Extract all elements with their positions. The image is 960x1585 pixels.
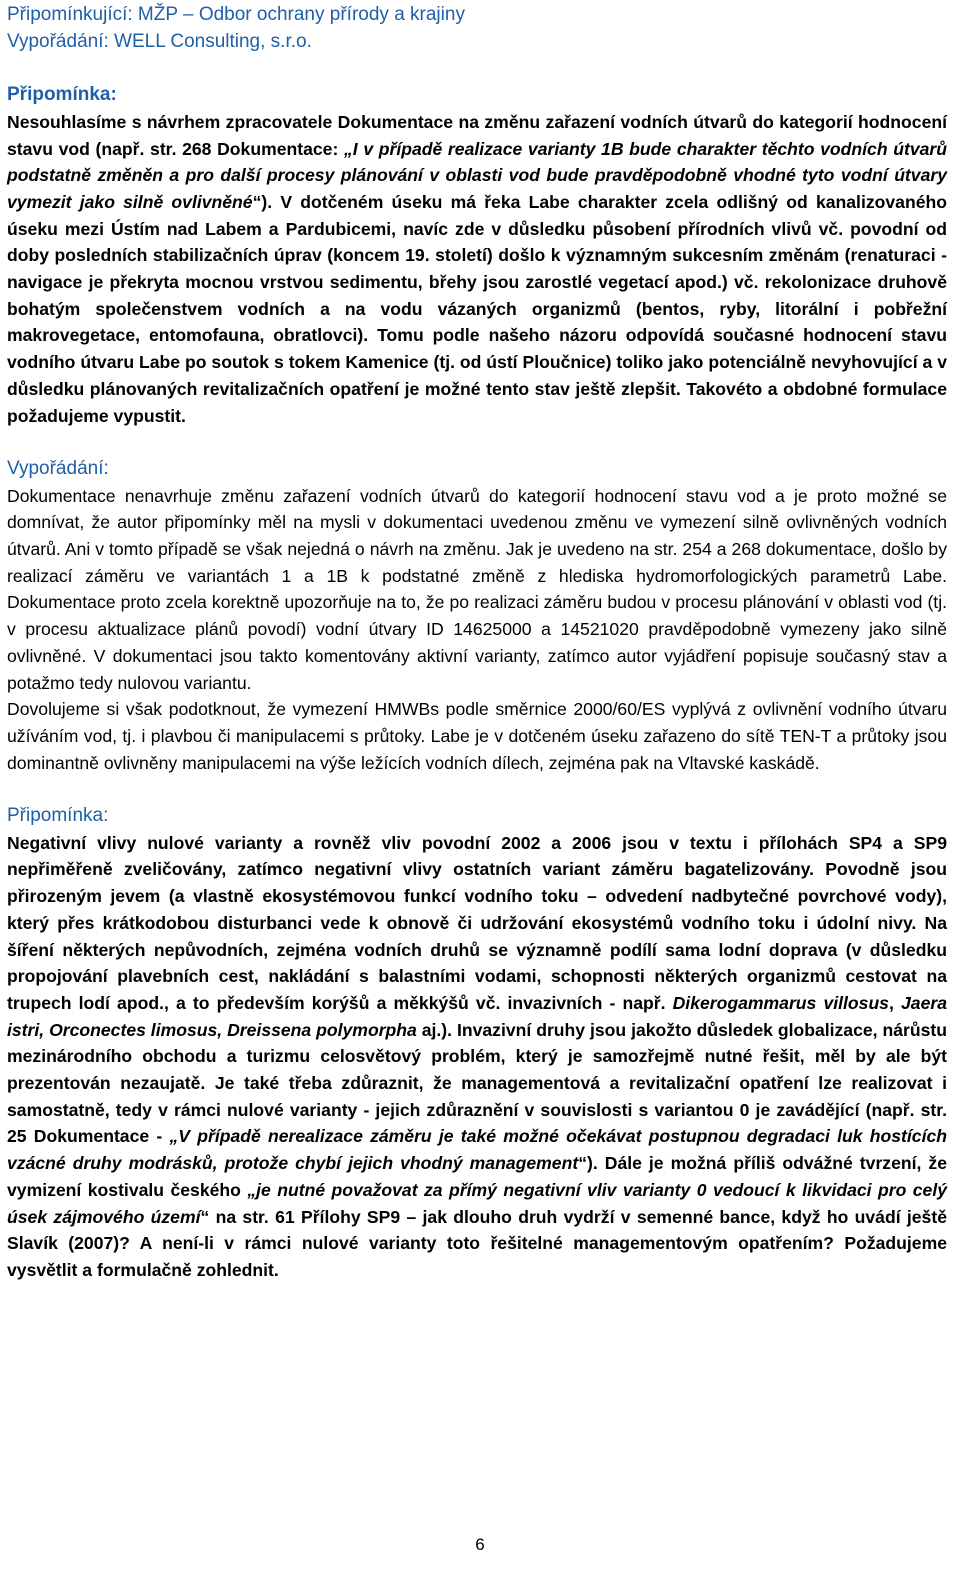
species-name: Dikerogammarus villosus: [672, 992, 889, 1013]
comment-text: Negativní vlivy nulové varianty a rovněž vliv povodní 2002 a 2006 jsou v textu i přílohách SP4 a SP9 nepřiměřeně zveličovány, zatímco negativní vlivy ostatních variant záměru bagatelizovány. Povodně jsou přirozeným jevem (a vlastně ekosystémovou funkcí vodního toku – odvedení nadbytečné povrchové vody), který přes krátkodobou disturbanci vede k obnově či udržování ekosystémů vodního toku i údolní nivy. Na šíření některých nepůvodních, zejména vodních druhů se významně podílí sama lodní doprava (v důsledku propojování plavebních cest, nakládání s balastními vodami, schopnosti některých organizmů cestovat na trupech lodí apod., a to především korýšů a měkkýšů vč. invazivních - např.: [7, 832, 947, 1013]
comment-quote: „V případě nerealizace záměru je také možné očekávat postupnou degradaci luk hostících vzácné druhy modrásků, protože chybí jejich vhodný management: [7, 1126, 947, 1174]
comment-text: Nesouhlasíme s návrhem zpracovatele Dokumentace na změnu zařazení vodních útvarů do kategorií hodnocení stavu vod (např. str. 268 Dokumentace:: [7, 111, 947, 159]
comment-text: “). V dotčeném úseku má řeka Labe charakter zcela odlišný od kanalizovaného úseku mezi Ústím nad Labem a Pardubicemi, navíc zde v důsledku působení přírodních vlivů vč. povodní od doby posledních stabilizačních úprav (koncem 19. století) došlo k významným sukcesním změnám (renaturaci - navigace je překryta mocnou vrstvou sedimentu, břehy jsou zarostlé vegetací apod.) vč. rekolonizace druhově bohatým společenstvem vodních a na vodu vázaných organizmů (bentos, ryby, litorální i pobřežní makrovegetace, entomofauna, obratlovci). Tomu podle našeho názoru odpovídá současné hodnocení stavu vodního útvaru Labe po soutok s tokem Kamenice (tj. od ústí Ploučnice) toliko jako potenciálně nevyhovující a v důsledku plánovaných revitalizačních opatření je možné tento stav ještě zlepšit. Takovéto a obdobné formulace požadujeme vypustit.: [7, 191, 947, 426]
comment-paragraph: [7, 830, 947, 1284]
response-paragraph: Dokumentace nenavrhuje změnu zařazení vodních útvarů do kategorií hodnocení stavu vod a je proto možné se domnívat, že autor připomínky měl na mysli v dokumentaci uvedenou změnu ve vymezení silně ovlivněných vodních útvarů. Ani v tomto případě se však nejedná o návrh na změnu. Jak je uvedeno na str. 254 a 268 dokumentace, došlo by realizací záměru ve variantách 1 a 1B k podstatné změně z hlediska hydromorfologických parametrů Labe. Dokumentace proto zcela korektně upozorňuje na to, že po realizaci záměru budou v procesu plánování v oblasti vod (tj. v procesu aktualizace plánů povodí) vodní útvary ID 14625000 a 14521020 pravděpodobně vymezeny jako silně ovlivněné. V dokumentaci jsou takto komentovány aktivní varianty, zatímco autor vyjádření popisuje současný stav a potažmo tedy nulovou variantu.: [7, 485, 947, 693]
page-number: 6: [475, 1535, 485, 1554]
comment-text: “ na str. 61 Přílohy SP9 – jak dlouho druh vydrží v semenné bance, když ho uvádí ještě Slavík (2007)? A není-li v rámci nulové varianty toto řešitelné managementovým opatřením? Požadujeme vysvětlit a formulačně zohlednit.: [7, 1206, 947, 1280]
resolver-line: Vypořádání: WELL Consulting, s.r.o.: [7, 30, 312, 52]
response-paragraph: Dovolujeme si však podotknout, že vymezení HMWBs podle směrnice 2000/60/ES vyplývá z ovlivnění vodního útvaru užíváním vod, tj. i plavbou či manipulacemi s průtoky. Labe je v dotčeném úseku zařazeno do sítě TEN-T a průtoky jsou dominantně ovlivněny manipulacemi na výše ležících vodních dílech, zejména pak na Vltavské kaskádě.: [7, 699, 947, 773]
comment-label: Připomínka:: [7, 805, 109, 827]
spacer: [7, 776, 947, 803]
comment-label: Připomínka:: [7, 84, 117, 106]
response-label: Vypořádání:: [7, 457, 109, 479]
comment-paragraph: [7, 109, 947, 429]
comment-text: ,: [888, 992, 901, 1013]
document-content: [7, 2, 947, 1284]
comment-quote: „I v případě realizace varianty 1B bude charakter těchto vodních útvarů podstatně změněn a pro další procesy plánování v oblasti vod bude pravděpodobně vhodné tyto vodní útvary vymezit jako silně ovlivněné: [7, 138, 947, 212]
spacer: [7, 55, 947, 82]
comment-text: aj.). Invazivní druhy jsou jakožto důsledek globalizace, nárůstu mezinárodního obchodu a turizmu celosvětový problém, který je samozřejmě nutné řešit, měl by ale být prezentován nezaujatě. Je také třeba zdůraznit, že managementová a revitalizační opatření lze realizovat i samostatně, tedy v rámci nulové varianty - jejich zdůraznění v souvislosti s variantou 0 je zavádějící (např. str. 25 Dokumentace -: [7, 1019, 947, 1147]
spacer: [7, 429, 947, 456]
species-names: Jaera istri, Orconectes limosus, Dreissena polymorpha: [7, 992, 947, 1040]
comment-quote: „je nutné považovat za přímý negativní vliv varianty 0 vedoucí k likvidaci pro celý úsek zájmového území: [7, 1179, 947, 1227]
comment-text: “). Dále je možná příliš odvážné tvrzení, že vymizení kostivalu českého: [7, 1153, 947, 1200]
commenter-line: Připomínkující: MŽP – Odbor ochrany přírody a krajiny: [7, 4, 465, 25]
